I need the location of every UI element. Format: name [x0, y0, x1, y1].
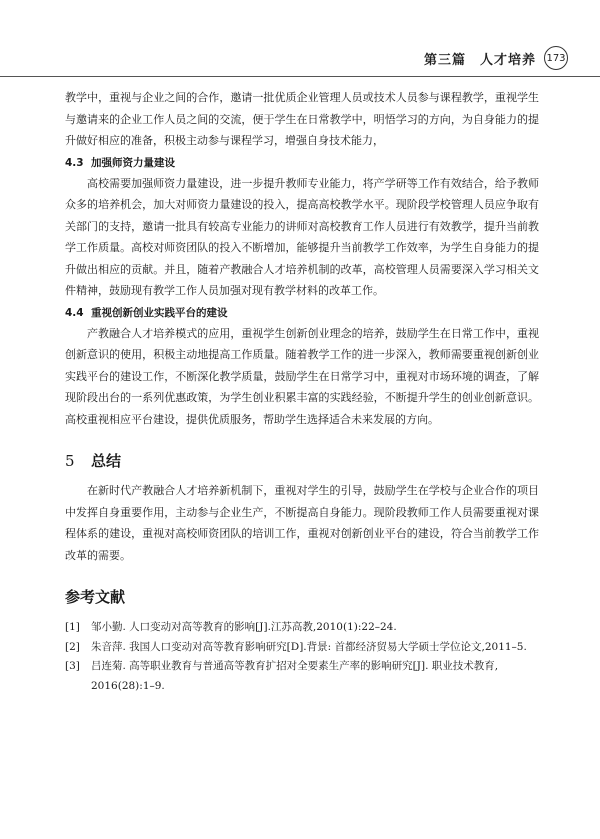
reference-item	[65, 638, 539, 658]
section-number: 5	[65, 452, 75, 470]
subsection-heading-4-3	[65, 154, 539, 172]
running-head: 第三篇 人才培养	[423, 52, 536, 68]
subsection-paragraph-4-4: 产教融合人才培养模式的应用，重视学生创新创业理念的培养，鼓励学生在日常工作中，重视创新意识的使用，积极主动地提高工作质量。随着教学工作的进一步深入，教师需要重视创新创业实践平台的建设工作，不断深化教学质量，鼓励学生在日常学习中，重视对市场环境的调查，了解现阶段出台的一系列优惠政策，为学生创业积累丰富的实践经验，不断提升学生的创业创新意识。高校重视相应平台建设，提供优质服务，帮助学生选择适合未来发展的方向。	[65, 326, 539, 426]
reference-number: [3]	[65, 660, 80, 672]
references-heading: 参考文献	[65, 588, 126, 606]
header-rule	[0, 76, 600, 77]
reference-text: 吕连菊. 高等职业教育与普通高等教育扩招对全要素生产率的影响研究[J]. 职业技术教育, 2016(28):1–9.	[91, 660, 499, 692]
reference-number: [2]	[65, 640, 80, 653]
reference-text: 邹小勤. 人口变动对高等教育的影响[J].江苏高教,2010(1):22–24.	[91, 621, 397, 633]
section-title: 总结	[91, 452, 122, 470]
reference-number: [1]	[65, 621, 80, 633]
page-header	[424, 44, 568, 72]
reference-item	[65, 657, 539, 696]
section-heading-conclusion	[65, 450, 539, 472]
references-list	[65, 618, 539, 696]
subsection-paragraph-4-3: 高校需要加强师资力量建设，进一步提升教师专业能力，将产学研等工作有效结合，给予教师众多的培养机会，加大对师资力量建设的投入，提高高校教学水平。现阶段学校管理人员应争取有关部门的支持，邀请一批具有较高专业能力的讲师对高校教育工作人员进行有效教学，提升当前教学工作质量。高校对师资团队的投入不断增加，能够提升当前教学工作效率，为学生自身能力的提升做出相应的贡献。并且，随着产教融合人才培养机制的改革，高校管理人员需要深入学习相关文件精神，鼓励现有教学工作人员加强对现有教学材料的改革工作。	[65, 176, 539, 297]
subsection-number: 4.4	[65, 306, 84, 319]
reference-item	[65, 618, 539, 638]
subsection-number: 4.3	[65, 156, 84, 169]
intro-paragraph: 教学中，重视与企业之间的合作，邀请一批优质企业管理人员或技术人员参与课程教学，重视学生与邀请来的企业工作人员之间的交流，便于学生在日常教学中，明悟学习的方向，为自身能力的提升做好相应的准备，积极主动参与课程学习，增强自身技术能力，	[65, 91, 539, 147]
page-number: 173	[544, 46, 568, 70]
subsection-title: 重视创新创业实践平台的建设	[91, 306, 228, 319]
conclusion-paragraph: 在新时代产教融合人才培养新机制下，重视对学生的引导，鼓励学生在学校与企业合作的项目中发挥自身重要作用，主动参与企业生产，不断提高自身能力。现阶段教师工作人员需要重视对课程体系的建设，重视对高校师资团队的培训工作，重视对创新创业平台的建设，符合当前教学工作改革的需要。	[65, 484, 539, 562]
reference-text: 朱音萍. 我国人口变动对高等教育影响研究[D].背景: 首都经济贸易大学硕士学位论文,2011–5.	[91, 640, 527, 653]
subsection-title: 加强师资力量建设	[91, 156, 175, 169]
subsection-heading-4-4	[65, 304, 539, 322]
page-body	[65, 87, 539, 696]
